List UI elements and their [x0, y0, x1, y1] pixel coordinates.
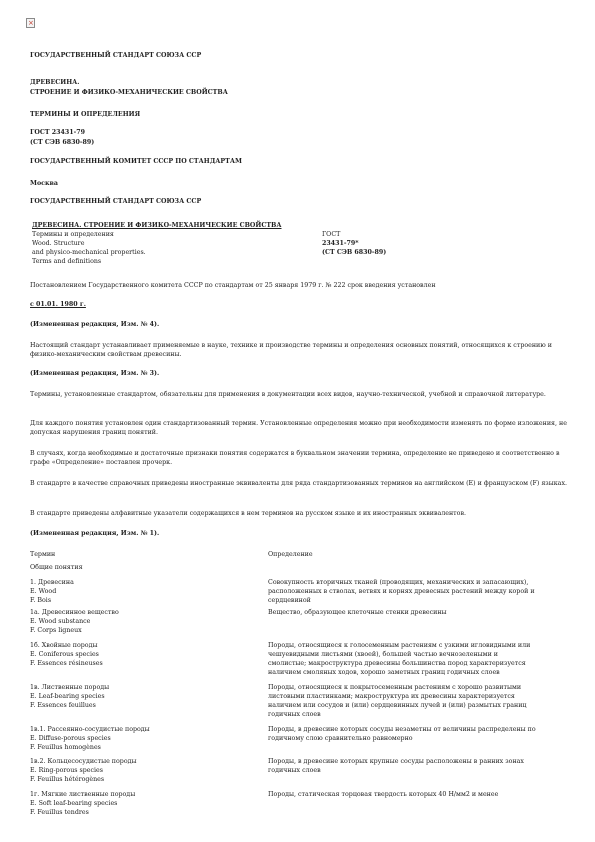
- broken-image-glyph: ×: [28, 19, 34, 27]
- term-en: E. Leaf-bearing species: [30, 693, 105, 700]
- table-row-term: [30, 608, 255, 635]
- table-row-term: [30, 725, 255, 752]
- term-fr: F. Feuillus homogènes: [30, 744, 101, 751]
- decree-text: Постановлением Государственного комитета СССР по стандартам от 25 января 1979 г. № 222 срок введения установлен: [30, 282, 436, 289]
- term-ru: 1г. Мягкие лиственные породы: [30, 791, 136, 798]
- table-row-definition: Породы, в древесине которых крупные сосуды расположены в ранних зонах годичных слоев: [268, 758, 524, 774]
- table-row-term: [30, 790, 255, 817]
- term-ru: 1в.2. Кольцесосудистые породы: [30, 758, 137, 765]
- table-row-term: [30, 757, 255, 784]
- term-fr: F. Corps ligneux: [30, 627, 82, 634]
- st-sev-number: (СТ СЭВ 6830-89): [30, 139, 95, 146]
- paragraph-scope: Настоящий стандарт устанавливает применяемые в науке, технике и производстве термины и определения основных понятий, относящихся к строению и физико-механическим свойствам древесины.: [30, 342, 552, 358]
- term-ru: 1а. Древесинное вещество: [30, 609, 119, 616]
- title-block-st-sev: (СТ СЭВ 6830-89): [322, 249, 387, 256]
- paragraph-obligatory: Термины, установленные стандартом, обязательны для применения в документации всех видов, научно-технической, учебной и справочной литературе.: [30, 391, 546, 398]
- table-row-definition: Породы, статическая торцовая твердость которых 40 Н/мм2 и менее: [268, 791, 499, 798]
- paragraph-one-term: Для каждого понятия установлен один стандартизованный термин. Установленные определения можно при необходимости изменять по форме изложения, не допуская нарушения границ понятий.: [30, 420, 567, 436]
- table-row-term: [30, 578, 255, 605]
- title-block-gost-number: 23431-79*: [322, 240, 359, 247]
- title-block-en-1: Wood. Structure: [32, 240, 85, 247]
- city: Москва: [30, 180, 59, 187]
- title-line-1: ДРЕВЕСИНА.: [30, 79, 80, 86]
- term-fr: F. Feuillus hétérogènes: [30, 776, 105, 783]
- term-en: E. Ring-porous species: [30, 767, 103, 774]
- section-heading: Общие понятия: [30, 564, 83, 571]
- term-en: E. Coniferous species: [30, 651, 99, 658]
- paragraph-equivalents: В стандарте в качестве справочных приведены иностранные эквиваленты для ряда стандартизованных терминов на английском (Е) и французском (F) языках.: [30, 480, 567, 487]
- paragraph-indexes: В стандарте приведены алфавитные указатели содержащихся в нем терминов на русском языке и их иностранных эквивалентов.: [30, 510, 466, 517]
- effective-date: с 01.01. 1980 г.: [30, 301, 86, 308]
- term-fr: F. Essences feuillues: [30, 702, 96, 709]
- table-row-definition: Совокупность вторичных тканей (проводящих, механических и запасающих), расположенных в стволах, ветвях и корнях древесных растений между корой и сердцевиной: [268, 579, 535, 604]
- term-ru: 1. Древесина: [30, 579, 74, 586]
- column-header-term: Термин: [30, 551, 56, 558]
- term-en: E. Soft leaf-bearing species: [30, 800, 118, 807]
- title-line-2: СТРОЕНИЕ И ФИЗИКО-МЕХАНИЧЕСКИЕ СВОЙСТВА: [30, 89, 228, 96]
- amendment-note-3: (Измененная редакция, Изм. № 3).: [30, 370, 160, 377]
- table-row-definition: Породы, в древесине которых сосуды незаметны от величины распределены по годичному слою сравнительно равномерно: [268, 726, 536, 742]
- term-en: E. Wood: [30, 588, 57, 595]
- title-block-en-2: and physico-mechanical properties.: [32, 249, 146, 256]
- column-header-definition: Определение: [268, 551, 313, 558]
- committee-heading: ГОСУДАРСТВЕННЫЙ КОМИТЕТ СССР ПО СТАНДАРТАМ: [30, 158, 242, 165]
- terms-heading: ТЕРМИНЫ И ОПРЕДЕЛЕНИЯ: [30, 111, 141, 118]
- title-block-ru-sub: Термины и определения: [32, 231, 114, 238]
- title-block-ru: ДРЕВЕСИНА. СТРОЕНИЕ И ФИЗИКО-МЕХАНИЧЕСКИЕ СВОЙСТВА: [32, 222, 282, 229]
- amendment-note-1: (Измененная редакция, Изм. № 1).: [30, 530, 160, 537]
- table-row-term: [30, 683, 255, 710]
- table-row-definition: Вещество, образующее клеточные стенки древесины: [268, 609, 447, 616]
- term-fr: F. Essences résineuses: [30, 660, 103, 667]
- amendment-note-4: (Измененная редакция, Изм. № 4).: [30, 321, 160, 328]
- term-ru: 1в.1. Рассеянно-сосудистые породы: [30, 726, 150, 733]
- term-ru: 1в. Лиственные породы: [30, 684, 110, 691]
- term-fr: F. Feuillus tendres: [30, 809, 89, 816]
- title-block-en-3: Terms and definitions: [32, 258, 102, 265]
- term-fr: F. Bois: [30, 597, 52, 604]
- standard-union-heading: ГОСУДАРСТВЕННЫЙ СТАНДАРТ СОЮЗА ССР: [30, 52, 202, 59]
- title-block-gost-label: ГОСТ: [322, 231, 341, 238]
- term-en: E. Diffuse-porous species: [30, 735, 111, 742]
- term-en: E. Wood substance: [30, 618, 91, 625]
- table-row-term: [30, 641, 255, 668]
- term-ru: 1б. Хвойные породы: [30, 642, 98, 649]
- table-row-definition: Породы, относящиеся к голосеменным растениям с узкими игловидными или чешуевидными листьями (хвоей), большей частью вечнозелеными и смолистые; макроструктура древесины большинства пород характеризуется наличием смоляных ходов, хорошо заметных границ годичных слоев: [268, 642, 531, 676]
- paragraph-dash: В случаях, когда необходимые и достаточные признаки понятия содержатся в буквальном значении термина, определение не приведено и соответственно в графе «Определение» поставлен прочерк.: [30, 450, 560, 466]
- standard-union-heading-2: ГОСУДАРСТВЕННЫЙ СТАНДАРТ СОЮЗА ССР: [30, 198, 202, 205]
- table-row-definition: Породы, относящиеся к покрытосеменным растениям с хорошо развитыми листовыми пластинками; макроструктура их древесины характеризуется наличием или сосудов и (или) сердцевинных лучей и (или) размытых границ годичных слоев: [268, 684, 527, 718]
- gost-number: ГОСТ 23431-79: [30, 129, 86, 136]
- broken-image-icon: [26, 18, 35, 28]
